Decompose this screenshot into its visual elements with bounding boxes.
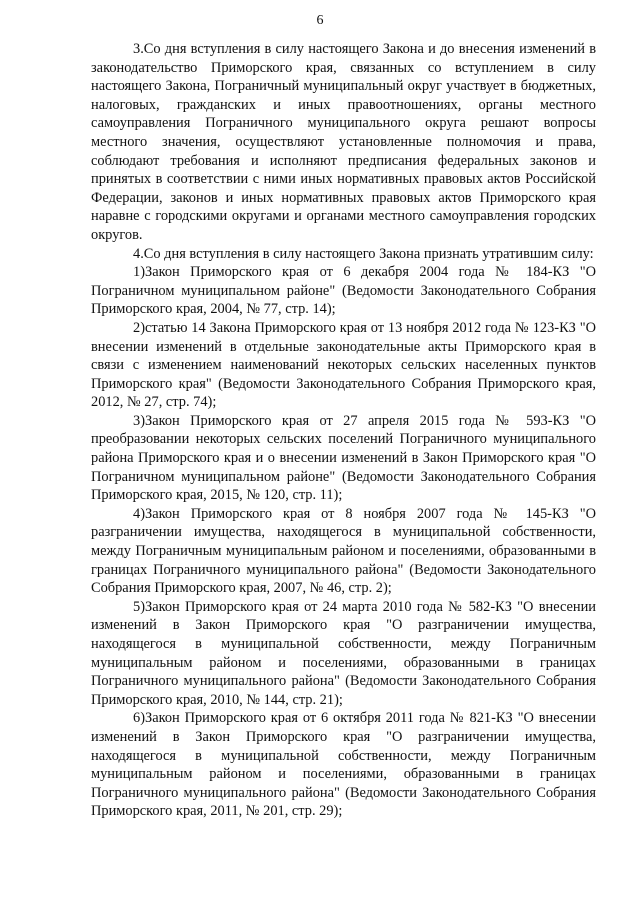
list-item-4: 4)Закон Приморского края от 8 ноября 2007 года № 145-КЗ "О разграничении имущества, находящегося в муниципальной собственности, между Пограничным муниципальным районом и поселениями, образованными в границах Пограничного муниципального района" (Ведомости Законодательного Собрания Приморского края, 2007, № 46, стр. 2); [91, 505, 596, 597]
paragraph-4: 4.Со дня вступления в силу настоящего Закона признать утратившим силу: [133, 245, 594, 262]
list-item-2: 2)статью 14 Закона Приморского края от 13 ноября 2012 года № 123-КЗ "О внесении изменений в отдельные законодательные акты Приморского края в связи с изменением наименований некоторых сельских населенных пунктов Приморского края" (Ведомости Законодательного Собрания Приморского края, 2012, № 27, стр. 74); [91, 319, 596, 411]
document-body [91, 40, 596, 821]
list-item-5: 5)Закон Приморского края от 24 марта 2010 года № 582-КЗ "О внесении изменений в Закон Приморского края "О разграничении имущества, находящегося в муниципальной собственности, между Пограничным муниципальным районом и поселениями, образованными в границах Пограничного муниципального района" (Ведомости Законодательного Собрания Приморского края, 2010, № 144, стр. 21); [91, 598, 596, 708]
list-item-1: 1)Закон Приморского края от 6 декабря 2004 года № 184-КЗ "О Пограничном муниципальном районе" (Ведомости Законодательного Собрания Приморского края, 2004, № 77, стр. 14); [91, 264, 596, 318]
paragraph-3: 3.Со дня вступления в силу настоящего Закона и до внесения изменений в законодательство Приморского края, связанных со вступлением в силу настоящего Закона, Пограничный муниципальный округ участвует в бюджетных, налоговых, гражданских и иных правоотношениях, органы местного самоуправления Пограничного муниципального округа решают вопросы местного значения, осуществляют установленные полномочия и права, соблюдают требования и исполняют предписания федеральных законов и принятых в соответствии с ними иных нормативных правовых актов Российской Федерации, законов и иных нормативных правовых актов Приморского края наравне с городскими округами и органами местного самоуправления городских округов. [91, 41, 596, 243]
list-item-3: 3)Закон Приморского края от 27 апреля 2015 года № 593-КЗ "О преобразовании некоторых сельских поселений Пограничного муниципального района Приморского края и о внесении изменений в Закон Приморского края "О Пограничном муниципальном районе" (Ведомости Законодательного Собрания Приморского края, 2015, № 120, стр. 11); [91, 412, 596, 504]
page-number: 6 [316, 13, 324, 28]
list-item-6: 6)Закон Приморского края от 6 октября 2011 года № 821-КЗ "О внесении изменений в Закон Приморского края "О разграничении имущества, находящегося в муниципальной собственности, между Пограничным муниципальным районом и поселениями, образованными в границах Пограничного муниципального района" (Ведомости Законодательного Собрания Приморского края, 2011, № 201, стр. 29); [91, 710, 596, 820]
